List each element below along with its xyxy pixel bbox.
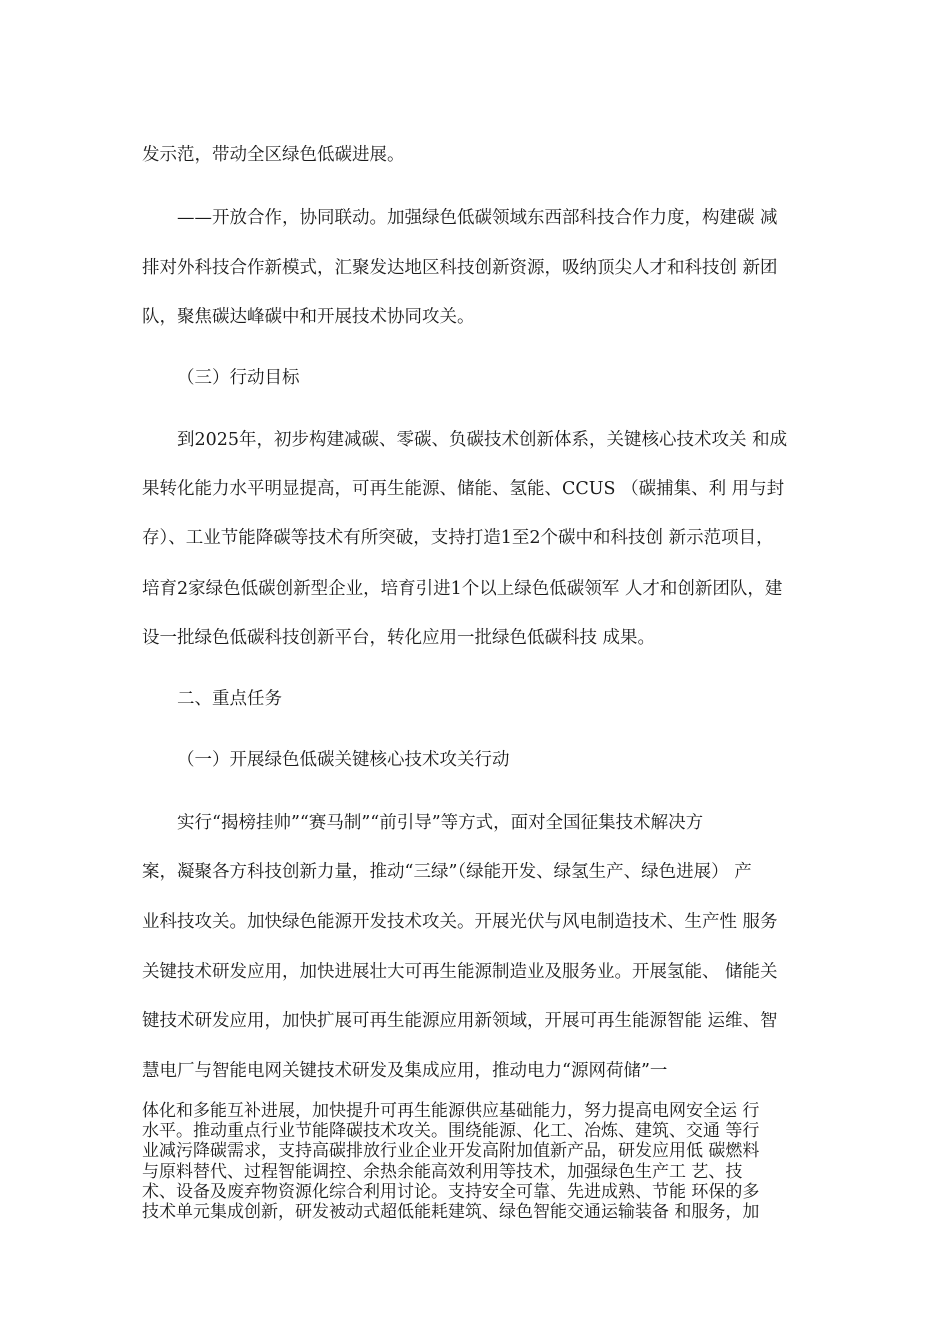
paragraph-line: 实行“揭榜挂帅”“赛马制”“前引导”等方式，面对全国征集技术解决方 — [177, 813, 704, 833]
paragraph-line: 排对外科技合作新模式，汇聚发达地区科技创新资源，吸纳顶尖人才和科技创 新团 — [142, 258, 778, 278]
paragraph-line: 果转化能力水平明显提高，可再生能源、储能、氢能、CCUS （碳捕集、利 用与封 — [142, 479, 785, 499]
paragraph-line: 体化和多能互补进展，加快提升可再生能源供应基础能力，努力提高电网安全运 行 — [142, 1101, 760, 1121]
paragraph-line: 术、设备及废弃物资源化综合利用讨论。支持安全可靠、先进成熟、节能 环保的多 — [142, 1182, 760, 1202]
section-heading: （三）行动目标 — [177, 368, 300, 388]
paragraph-line: 慧电厂与智能电网关键技术研发及集成应用，推动电力“源网荷储”一 — [142, 1061, 668, 1081]
paragraph-line: 技术单元集成创新，研发被动式超低能耗建筑、绿色智能交通运输装备 和服务，加 — [142, 1202, 760, 1222]
paragraph-line: 队，聚焦碳达峰碳中和开展技术协同攻关。 — [142, 307, 475, 327]
paragraph-line: 业科技攻关。加快绿色能源开发技术攻关。开展光伏与风电制造技术、生产性 服务 — [142, 912, 778, 932]
subsection-heading: （一）开展绿色低碳关键核心技术攻关行动 — [177, 750, 510, 770]
paragraph-line: 存）、工业节能降碳等技术有所突破，支持打造1至2个碳中和科技创 新示范项目， — [142, 528, 774, 548]
paragraph-line: 键技术研发应用，加快扩展可再生能源应用新领域，开展可再生能源智能 运维、智 — [142, 1011, 778, 1031]
section-heading: 二、重点任务 — [177, 689, 282, 709]
paragraph-line: 培育2家绿色低碳创新型企业，培育引进1个以上绿色低碳领军 人才和创新团队，建 — [142, 579, 783, 599]
paragraph-line: 发示范，带动全区绿色低碳进展。 — [142, 145, 405, 165]
paragraph-line: 业减污降碳需求，支持高碳排放行业企业开发高附加值新产品，研发应用低 碳燃料 — [142, 1141, 760, 1161]
paragraph-line: 案，凝聚各方科技创新力量，推动“三绿”（绿能开发、绿氢生产、绿色进展） 产 — [142, 862, 752, 882]
paragraph-line: 到2025年，初步构建减碳、零碳、负碳技术创新体系，关键核心技术攻关 和成 — [177, 430, 788, 450]
paragraph-line: ——开放合作，协同联动。加强绿色低碳领域东西部科技合作力度，构建碳 减 — [177, 208, 778, 228]
paragraph-line: 设一批绿色低碳科技创新平台，转化应用一批绿色低碳科技 成果。 — [142, 628, 656, 648]
paragraph-line: 与原料替代、过程智能调控、余热余能高效利用等技术，加强绿色生产工 艺、技 — [142, 1162, 743, 1182]
paragraph-line: 关键技术研发应用，加快进展壮大可再生能源制造业及服务业。开展氢能、 储能关 — [142, 962, 778, 982]
paragraph-line: 水平。推动重点行业节能降碳技术攻关。围绕能源、化工、冶炼、建筑、交通 等行 — [142, 1121, 760, 1141]
